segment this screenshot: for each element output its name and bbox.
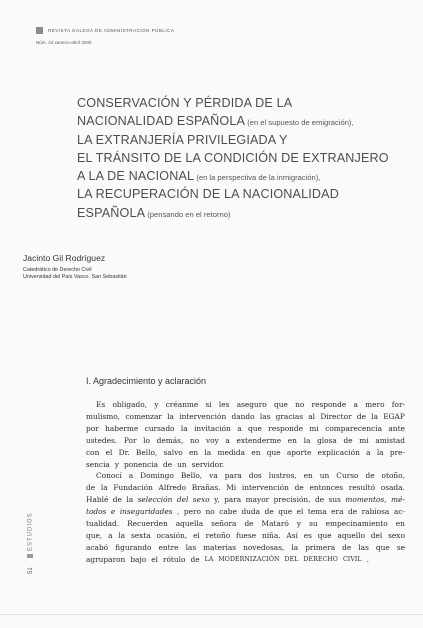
body-word: en bbox=[251, 447, 261, 457]
title-line: ESPAÑOLA (pensando en el retorno) bbox=[77, 205, 231, 220]
body-word: para bbox=[224, 471, 242, 481]
body-word: de bbox=[190, 554, 200, 564]
title-line: A LA DE NACIONAL (en la perspectiva de la inmigración), bbox=[77, 169, 321, 184]
body-word: las bbox=[358, 542, 369, 552]
body-word: amistad bbox=[375, 435, 405, 445]
body-line bbox=[86, 435, 405, 447]
body-word: cabe bbox=[219, 507, 237, 517]
author-affiliation bbox=[23, 267, 127, 282]
body-word: va bbox=[209, 471, 218, 481]
author-role: Catedrático de Derecho Civil bbox=[23, 267, 92, 273]
journal-name: REVISTA GALEGA DE ADMINISTRACIÓN PÚBLICA bbox=[48, 28, 175, 33]
body-word: de bbox=[112, 495, 122, 505]
body-word: a bbox=[108, 530, 113, 540]
body-word: en bbox=[287, 435, 297, 445]
body-word: Alfredo bbox=[158, 483, 187, 493]
author-name: Jacinto Gil Rodríguez bbox=[23, 253, 106, 263]
body-word: . bbox=[366, 554, 370, 564]
body-word: y bbox=[114, 459, 120, 469]
author-institution: Universidad del País Vasco. San Sebastián bbox=[23, 274, 127, 281]
body-word: no bbox=[205, 507, 215, 517]
body-word: Así bbox=[286, 530, 298, 540]
body-word: del bbox=[370, 530, 383, 540]
body-word: se bbox=[396, 542, 405, 552]
page-number: 51 bbox=[28, 567, 34, 574]
body-word: de bbox=[86, 483, 96, 493]
body-word: su bbox=[309, 519, 318, 529]
journal-header bbox=[36, 20, 174, 45]
body-word: salvo bbox=[163, 447, 183, 457]
body-word: en bbox=[395, 519, 405, 529]
body-word: inseguridades bbox=[119, 507, 173, 517]
body-line bbox=[86, 482, 405, 494]
body-word: sexo bbox=[388, 530, 405, 540]
body-word: servidor. bbox=[191, 459, 225, 469]
body-word: Bello, bbox=[180, 471, 203, 481]
body-word: selección bbox=[137, 495, 173, 505]
body-word: , bbox=[177, 507, 180, 517]
body-word: Curso bbox=[336, 471, 359, 481]
body-word: MODERNIZACIÓN bbox=[218, 555, 280, 563]
body-word: y bbox=[154, 400, 159, 409]
body-word: osada. bbox=[380, 483, 405, 493]
body-word: materias bbox=[203, 542, 237, 552]
body-word: al bbox=[308, 411, 316, 421]
body-word: medida bbox=[217, 447, 246, 457]
body-word: a bbox=[128, 471, 134, 481]
body-word: en bbox=[188, 447, 199, 457]
body-word: pero bbox=[183, 507, 202, 517]
body-word: aquella bbox=[175, 519, 204, 529]
body-word: aquello bbox=[337, 530, 365, 540]
body-word: empecinamiento bbox=[325, 519, 388, 529]
title-line: EL TRÁNSITO DE LA CONDICIÓN DE EXTRANJERO bbox=[77, 150, 389, 165]
body-word: la bbox=[180, 423, 188, 433]
body-word: la bbox=[100, 483, 108, 493]
side-label bbox=[27, 508, 36, 558]
body-word: era bbox=[331, 507, 344, 517]
body-word: sus bbox=[328, 495, 341, 505]
body-word: de bbox=[365, 471, 375, 481]
body-word: entonces bbox=[309, 483, 344, 493]
body-line bbox=[86, 447, 405, 459]
body-word: Mi bbox=[226, 483, 237, 493]
body-word: que bbox=[266, 447, 281, 457]
body-word: demás, bbox=[156, 435, 184, 445]
body-word: DEL bbox=[284, 555, 299, 563]
body-line bbox=[86, 459, 405, 471]
body-word: mi bbox=[359, 435, 369, 445]
body-line bbox=[86, 518, 405, 530]
body-word: de bbox=[343, 435, 353, 445]
body-word: la bbox=[291, 542, 299, 552]
body-word: de bbox=[315, 495, 325, 505]
body-word: que bbox=[248, 423, 262, 433]
body-word: y, bbox=[214, 495, 220, 505]
body-word: glosa bbox=[317, 435, 337, 445]
body-word: mé- bbox=[391, 495, 405, 505]
body-word: rabiosa bbox=[361, 507, 390, 517]
body-word: el bbox=[151, 554, 158, 564]
body-word: CIVIL bbox=[342, 555, 362, 563]
body-word: responde bbox=[268, 423, 304, 433]
body-word: mayor bbox=[245, 495, 270, 505]
side-label-text: ESTUDIOS bbox=[27, 512, 34, 551]
body-word: las bbox=[185, 542, 197, 552]
body-word: que bbox=[278, 507, 293, 517]
body-word: todos bbox=[86, 507, 107, 517]
body-word: de bbox=[356, 411, 366, 421]
body-word: voy bbox=[205, 435, 219, 445]
title-line: LA EXTRANJERÍA PRIVILEGIADA Y bbox=[77, 132, 288, 147]
body-word: bajo bbox=[130, 554, 147, 564]
body-word: les bbox=[218, 400, 230, 409]
body-word: acabó bbox=[86, 542, 109, 552]
body-word: lo bbox=[143, 435, 150, 445]
body-word: intervención bbox=[179, 411, 227, 421]
body-word: de bbox=[264, 507, 274, 517]
body-word: ustedes. bbox=[86, 435, 118, 445]
body-line bbox=[86, 530, 405, 542]
body-word: momentos, bbox=[345, 495, 387, 505]
body-word: primera bbox=[305, 542, 336, 552]
page-bottom-rule bbox=[0, 614, 423, 615]
body-word: intervención bbox=[241, 483, 289, 493]
body-word: Dr. bbox=[118, 447, 130, 457]
body-word: ac- bbox=[393, 507, 405, 517]
body-line bbox=[86, 399, 405, 411]
journal-square-icon bbox=[36, 27, 43, 34]
body-word: extenderme bbox=[236, 435, 282, 445]
body-word: del bbox=[176, 495, 189, 505]
body-word: Brañas. bbox=[191, 483, 221, 493]
body-word: sexta bbox=[130, 530, 151, 540]
title-line: LA RECUPERACIÓN DE LA NACIONALIDAD bbox=[77, 187, 339, 202]
body-word: de bbox=[342, 542, 352, 552]
body-word: en bbox=[303, 471, 313, 481]
body-word: un bbox=[319, 471, 330, 481]
body-word: sexo bbox=[192, 495, 210, 505]
body-word: gracias bbox=[275, 411, 304, 421]
body-word: for- bbox=[391, 400, 405, 409]
body-word: créanme bbox=[165, 400, 199, 409]
body-word: rótulo bbox=[162, 554, 186, 564]
body-word: de bbox=[294, 483, 304, 493]
body-word: explicación bbox=[317, 447, 360, 457]
body-word: a bbox=[353, 400, 358, 409]
body-word: la bbox=[126, 495, 134, 505]
section-heading: I. Agradecimiento y aclaración bbox=[86, 376, 207, 386]
body-word: haberme bbox=[105, 423, 139, 433]
body-word: Domingo bbox=[140, 471, 174, 481]
body-word: la bbox=[204, 447, 212, 457]
body-word: Fundación bbox=[113, 483, 153, 493]
body-word: precisión, bbox=[273, 495, 311, 505]
body-word: Recuerden bbox=[127, 519, 168, 529]
body-word: el bbox=[105, 447, 113, 457]
body-line bbox=[86, 506, 405, 518]
body-word: mulismo, bbox=[86, 411, 121, 421]
body-word: novedosas, bbox=[243, 542, 285, 552]
body-word: mi bbox=[309, 423, 319, 433]
body-word: de bbox=[348, 507, 358, 517]
body-line bbox=[86, 542, 405, 554]
body-word: por bbox=[86, 423, 99, 433]
body-word: la bbox=[376, 447, 384, 457]
body-line bbox=[86, 494, 405, 506]
body-word: con bbox=[86, 447, 100, 457]
body-word: las bbox=[259, 411, 271, 421]
body-word: obligado, bbox=[112, 400, 148, 409]
body-word: la bbox=[371, 411, 378, 421]
body-word: EGAP bbox=[383, 411, 405, 421]
body-word: Bello, bbox=[135, 447, 158, 457]
body-word: Por bbox=[123, 435, 137, 445]
side-bar-icon bbox=[27, 554, 33, 558]
body-word: lustros, bbox=[268, 471, 297, 481]
body-word: e bbox=[110, 507, 116, 517]
body-word: que bbox=[317, 530, 332, 540]
body-word: que bbox=[375, 542, 390, 552]
body-word: a bbox=[237, 423, 242, 433]
body-word: para bbox=[224, 495, 242, 505]
body-word: un bbox=[177, 459, 187, 469]
body-word: la bbox=[167, 411, 174, 421]
body-word: Mataró bbox=[261, 519, 289, 529]
body-word: aseguro bbox=[236, 400, 267, 409]
body-word: cursado bbox=[144, 423, 175, 433]
body-word: no bbox=[190, 435, 200, 445]
body-word: tema bbox=[307, 507, 327, 517]
body-word: dando bbox=[231, 411, 255, 421]
body-word: si bbox=[205, 400, 212, 409]
body-word: a bbox=[366, 447, 371, 457]
body-word: comenzar bbox=[125, 411, 162, 421]
body-word: figurando bbox=[115, 542, 152, 552]
body-word: de bbox=[163, 459, 173, 469]
body-word: la bbox=[118, 530, 126, 540]
body-word: responde bbox=[311, 400, 347, 409]
body-word: DERECHO bbox=[303, 555, 338, 563]
body-word: de bbox=[244, 519, 254, 529]
body-word: dos bbox=[248, 471, 262, 481]
body-word: agruparon bbox=[86, 554, 126, 564]
body-word: invitación bbox=[194, 423, 231, 433]
body-word: comparecencia bbox=[325, 423, 383, 433]
body-word: es bbox=[303, 530, 312, 540]
body-word: tualidad. bbox=[86, 519, 120, 529]
body-line bbox=[86, 423, 405, 435]
body-word: resultó bbox=[348, 483, 376, 493]
body-word: entre bbox=[158, 542, 179, 552]
body-word: ponencia bbox=[124, 459, 159, 469]
body-word: aporte bbox=[286, 447, 312, 457]
title-line: NACIONALIDAD ESPAÑOLA (en el supuesto de emigración), bbox=[77, 114, 354, 129]
body-word: sencia bbox=[86, 459, 110, 469]
body-word: no bbox=[295, 400, 305, 409]
body-word: Conocí bbox=[96, 471, 122, 481]
body-word: el bbox=[193, 530, 200, 540]
body-word: otoño, bbox=[381, 471, 405, 481]
body-word: a bbox=[225, 435, 230, 445]
body-word: y bbox=[296, 519, 302, 529]
body-text bbox=[86, 399, 405, 566]
title-line: CONSERVACIÓN Y PÉRDIDA DE LA bbox=[77, 96, 293, 110]
body-word: Hablé bbox=[86, 495, 109, 505]
journal-issue: Núm. 24 xaneiro-abril 2000 bbox=[36, 40, 92, 45]
body-word: fuese bbox=[236, 530, 257, 540]
body-line bbox=[86, 554, 405, 566]
body-word: el bbox=[296, 507, 304, 517]
body-word: ocasión, bbox=[156, 530, 188, 540]
body-word: Director bbox=[320, 411, 352, 421]
author-block bbox=[23, 253, 127, 282]
body-word: duda bbox=[241, 507, 261, 517]
body-word: pre- bbox=[389, 447, 405, 457]
body-word: niña. bbox=[261, 530, 281, 540]
body-line bbox=[86, 470, 405, 482]
body-line bbox=[86, 411, 405, 423]
body-word: Es bbox=[96, 400, 106, 409]
body-word: señora bbox=[211, 519, 237, 529]
body-word: que bbox=[273, 400, 288, 409]
body-word: mero bbox=[365, 400, 385, 409]
article-title bbox=[77, 95, 407, 223]
body-word: la bbox=[303, 435, 311, 445]
body-word: retoño bbox=[205, 530, 231, 540]
body-word: LA bbox=[204, 555, 214, 563]
body-word: ante bbox=[388, 423, 405, 433]
body-word: que, bbox=[86, 530, 103, 540]
